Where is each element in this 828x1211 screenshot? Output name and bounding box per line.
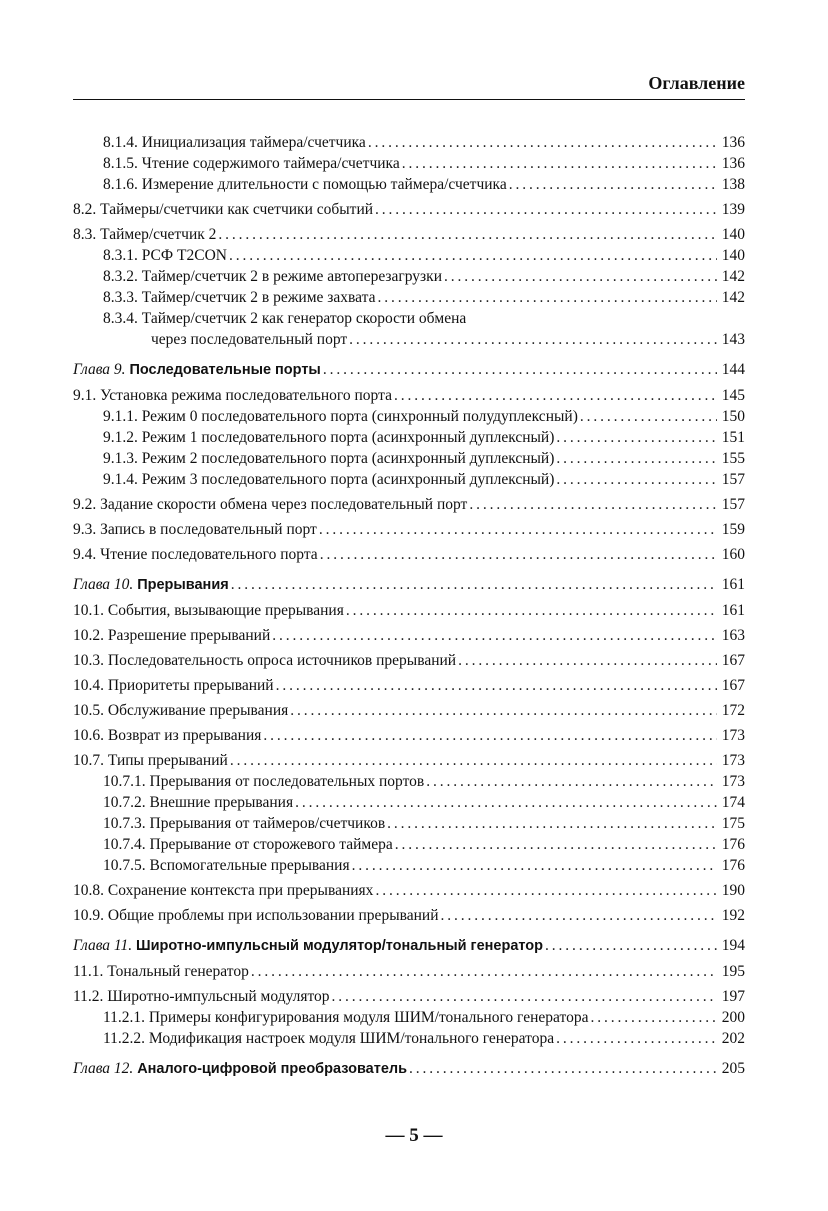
toc-entry[interactable]: [73, 199, 745, 220]
toc-entry-title: 10.3. Последовательность опроса источников прерываний: [73, 652, 457, 669]
toc-entry[interactable]: [73, 961, 745, 982]
toc-entry-title: 10.7.4. Прерывание от сторожевого таймера: [103, 836, 393, 853]
toc-entry-title: 10.7.2. Внешние прерывания: [103, 794, 294, 811]
toc-entry[interactable]: [73, 427, 745, 448]
toc-page-number: 160: [721, 546, 745, 563]
dot-leader: [444, 266, 717, 287]
toc-chapter-entry[interactable]: [73, 359, 745, 381]
toc-page-number: 161: [721, 602, 745, 619]
chapter-title: Прерывания: [137, 577, 229, 593]
toc-entry-title: 8.1.5. Чтение содержимого таймера/счетчика: [103, 155, 400, 172]
toc-page-number: 140: [721, 247, 745, 264]
toc-chapter-entry[interactable]: [73, 574, 745, 596]
toc-entry[interactable]: [73, 174, 745, 195]
toc-entry-title: 9.3. Запись в последовательный порт: [73, 521, 317, 538]
toc-entry[interactable]: [73, 448, 745, 469]
toc-entry[interactable]: [73, 675, 745, 696]
toc-entry[interactable]: [73, 725, 745, 746]
toc-entry-title: 9.1.2. Режим 1 последовательного порта (асинхронный дуплексный): [103, 429, 555, 446]
toc-entry-title: [73, 935, 543, 957]
toc-page-number: 173: [721, 773, 745, 790]
toc-entry-title: 8.3.1. РСФ T2CON: [103, 247, 227, 264]
toc-entry-title: 9.2. Задание скорости обмена через последовательный порт: [73, 496, 468, 513]
dot-leader: [263, 725, 717, 746]
toc-page-number: 161: [721, 576, 745, 593]
toc-page-number: 197: [721, 988, 745, 1005]
dot-leader: [556, 1028, 717, 1049]
toc-page-number: 144: [721, 361, 745, 378]
dot-leader: [346, 600, 717, 621]
dot-leader: [352, 855, 717, 876]
toc-entry[interactable]: [73, 469, 745, 490]
toc-page-number: 142: [721, 268, 745, 285]
toc-page-number: 167: [721, 652, 745, 669]
toc-entry-title: 10.9. Общие проблемы при использовании прерываний: [73, 907, 439, 924]
dot-leader: [375, 880, 717, 901]
dot-leader: [230, 750, 717, 771]
toc-page-number: 145: [721, 387, 745, 404]
toc-entry-title: 9.4. Чтение последовательного порта: [73, 546, 318, 563]
chapter-prefix: Глава 12.: [73, 1060, 134, 1077]
toc-entry-title: 8.3.2. Таймер/счетчик 2 в режиме автоперезагрузки: [103, 268, 443, 285]
toc-page-number: 136: [721, 155, 745, 172]
toc-entry[interactable]: [73, 600, 745, 621]
toc-entry-title: 10.7. Типы прерываний: [73, 752, 228, 769]
toc-entry-title: [73, 359, 321, 381]
dot-leader: [590, 1007, 717, 1028]
dot-leader: [580, 406, 717, 427]
toc-entry[interactable]: [73, 650, 745, 671]
toc-entry-title: [73, 1058, 407, 1080]
dot-leader: [290, 700, 717, 721]
toc-entry[interactable]: [73, 771, 745, 792]
toc-entry[interactable]: [73, 132, 745, 153]
toc-chapter-entry[interactable]: [73, 935, 745, 957]
dot-leader: [231, 574, 717, 595]
dot-leader: [377, 287, 717, 308]
dot-leader: [272, 625, 717, 646]
toc-entry[interactable]: [73, 625, 745, 646]
toc-entry[interactable]: [73, 544, 745, 565]
toc-page-number: 139: [721, 201, 745, 218]
dot-leader: [426, 771, 717, 792]
toc-page-number: 138: [721, 176, 745, 193]
toc-entry-title: через последовательный порт: [151, 331, 348, 348]
toc-entry-title: 8.2. Таймеры/счетчики как счетчики событий: [73, 201, 374, 218]
toc-entry[interactable]: [73, 700, 745, 721]
toc-entry-title: 11.2. Широтно-импульсный модулятор: [73, 988, 330, 1005]
toc-page-number: 173: [721, 752, 745, 769]
toc-page-number: 155: [721, 450, 745, 467]
dot-leader: [295, 792, 717, 813]
toc-entry-title: 9.1.1. Режим 0 последовательного порта (синхронный полудуплексный): [103, 408, 578, 425]
toc-entry[interactable]: [73, 834, 745, 855]
toc-entry-title: 11.2.2. Модификация настроек модуля ШИМ/тонального генератора: [103, 1030, 555, 1047]
toc-entry-title: 10.2. Разрешение прерываний: [73, 627, 271, 644]
chapter-title: Широтно-импульсный модулятор/тональный генератор: [136, 938, 544, 954]
toc-page-number: 173: [721, 727, 745, 744]
toc-entry-title: 11.1. Тональный генератор: [73, 963, 249, 980]
dot-leader: [332, 986, 717, 1007]
chapter-title: Последовательные порты: [129, 362, 321, 378]
toc-entry[interactable]: [73, 986, 745, 1007]
dot-leader: [251, 961, 717, 982]
toc-entry-title: [73, 574, 229, 596]
dot-leader: [556, 469, 717, 490]
toc-entry-title: 8.1.6. Измерение длительности с помощью таймера/счетчика: [103, 176, 507, 193]
toc-entry[interactable]: [73, 792, 745, 813]
toc-page-number: 174: [721, 794, 745, 811]
toc-entry[interactable]: [73, 224, 745, 245]
toc-entry-title: 10.6. Возврат из прерывания: [73, 727, 262, 744]
dot-leader: [409, 1058, 717, 1079]
chapter-title: Аналого-цифровой преобразователь: [137, 1061, 408, 1077]
toc-page-number: 195: [721, 963, 745, 980]
toc-page-number: 157: [721, 471, 745, 488]
dot-leader: [319, 519, 717, 540]
dot-leader: [323, 359, 717, 380]
toc-entry-title: 8.1.4. Инициализация таймера/счетчика: [103, 134, 366, 151]
toc-entry[interactable]: [73, 813, 745, 834]
dot-leader: [320, 544, 717, 565]
toc-entry[interactable]: [73, 245, 745, 266]
toc-page-number: 190: [721, 882, 745, 899]
toc-entry[interactable]: [73, 905, 745, 926]
toc-entry-title: 10.7.5. Вспомогательные прерывания: [103, 857, 350, 874]
toc-page-number: 142: [721, 289, 745, 306]
toc-page-number: 163: [721, 627, 745, 644]
dot-leader: [276, 675, 717, 696]
toc-entry-title: 8.3.4. Таймер/счетчик 2 как генератор скорости обмена: [103, 310, 467, 327]
toc-entry-title: 10.8. Сохранение контекста при прерываниях: [73, 882, 374, 899]
toc-page-number: 205: [721, 1060, 745, 1077]
toc-entry-title: 9.1. Установка режима последовательного порта: [73, 387, 392, 404]
toc-entry[interactable]: [73, 385, 745, 406]
toc-entry[interactable]: [73, 855, 745, 876]
chapter-prefix: Глава 11.: [73, 937, 133, 954]
toc-page-number: 157: [721, 496, 745, 513]
toc-entry-title: 10.7.3. Прерывания от таймеров/счетчиков: [103, 815, 386, 832]
toc-entry-title: 10.1. События, вызывающие прерывания: [73, 602, 344, 619]
toc-entry-title: 9.1.3. Режим 2 последовательного порта (асинхронный дуплексный): [103, 450, 555, 467]
toc-entry[interactable]: [73, 519, 745, 540]
dot-leader: [375, 199, 717, 220]
dot-leader: [469, 494, 717, 515]
toc-entry-title: 10.7.1. Прерывания от последовательных портов: [103, 773, 425, 790]
toc-entry-title: 9.1.4. Режим 3 последовательного порта (асинхронный дуплексный): [103, 471, 555, 488]
running-head-title: Оглавление: [648, 73, 745, 93]
toc-entry[interactable]: [73, 329, 745, 350]
toc-chapter-entry[interactable]: [73, 1058, 745, 1080]
chapter-prefix: Глава 10.: [73, 576, 134, 593]
toc-page-number: 150: [721, 408, 745, 425]
toc-page-number: 192: [721, 907, 745, 924]
dot-leader: [556, 427, 717, 448]
toc-page-number: 200: [721, 1009, 745, 1026]
toc-page-number: 143: [721, 331, 745, 348]
header-rule: [73, 99, 745, 100]
toc-page-number: 194: [721, 937, 745, 954]
toc-page-number: 172: [721, 702, 745, 719]
toc-entry[interactable]: [73, 308, 745, 329]
toc-entry[interactable]: [73, 494, 745, 515]
dot-leader: [556, 448, 717, 469]
toc-entry[interactable]: [73, 266, 745, 287]
dot-leader: [368, 132, 717, 153]
toc-entry[interactable]: [73, 750, 745, 771]
toc-entry[interactable]: [73, 406, 745, 427]
dot-leader: [458, 650, 717, 671]
table-of-contents: [73, 132, 745, 1080]
dot-leader: [402, 153, 717, 174]
dot-leader: [218, 224, 717, 245]
toc-page-number: 175: [721, 815, 745, 832]
toc-entry[interactable]: [73, 153, 745, 174]
page-number: — 5 —: [385, 1125, 443, 1146]
chapter-prefix: Глава 9.: [73, 361, 126, 378]
toc-entry-title: 8.3. Таймер/счетчик 2: [73, 226, 217, 243]
dot-leader: [545, 935, 717, 956]
toc-entry-title: 10.4. Приоритеты прерываний: [73, 677, 274, 694]
dot-leader: [509, 174, 717, 195]
toc-entry[interactable]: [73, 287, 745, 308]
toc-page-number: 159: [721, 521, 745, 538]
dot-leader: [387, 813, 717, 834]
dot-leader: [349, 329, 717, 350]
toc-page-number: 140: [721, 226, 745, 243]
toc-page-number: 151: [721, 429, 745, 446]
toc-entry[interactable]: [73, 1007, 745, 1028]
toc-page-number: 136: [721, 134, 745, 151]
toc-entry-title: 10.5. Обслуживание прерывания: [73, 702, 289, 719]
dot-leader: [395, 834, 717, 855]
toc-page-number: 202: [721, 1030, 745, 1047]
toc-entry-title: 8.3.3. Таймер/счетчик 2 в режиме захвата: [103, 289, 376, 306]
toc-entry-title: 11.2.1. Примеры конфигурирования модуля ШИМ/тонального генератора: [103, 1009, 589, 1026]
toc-page-number: 176: [721, 836, 745, 853]
toc-page-number: 167: [721, 677, 745, 694]
toc-entry[interactable]: [73, 1028, 745, 1049]
dot-leader: [229, 245, 717, 266]
toc-entry[interactable]: [73, 880, 745, 901]
toc-page-number: 176: [721, 857, 745, 874]
dot-leader: [394, 385, 717, 406]
dot-leader: [440, 905, 717, 926]
